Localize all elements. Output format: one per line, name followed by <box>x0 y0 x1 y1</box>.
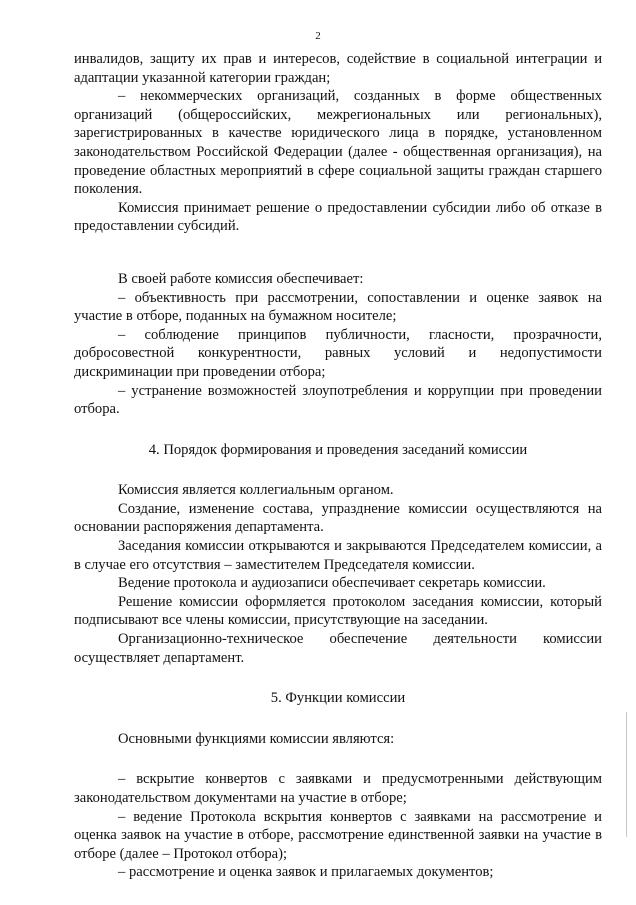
paragraph: Основными функциями комиссии являются: <box>118 730 395 747</box>
paragraph: Решение комиссии оформляется протоколом заседания комиссии, который подписывают все члены комиссии, присутствующие на заседании. <box>74 593 602 629</box>
list-item: – ведение Протокола вскрытия конвертов с заявками на рассмотрение и оценка заявок на участие в отборе, рассмотрение единственной заявки на участие в отборе (далее – Протокол отбора); <box>74 808 602 862</box>
paragraph: Организационно-техническое обеспечение деятельности комиссии осуществляет департамент. <box>74 631 602 666</box>
section-heading: 4. Порядок формирования и проведения заседаний комиссии <box>148 441 528 458</box>
list-item: – некоммерческих организаций, созданных в форме общественных организаций (общероссийских, межрегиональных или региональных), зарегистрированных в качестве юридического лица в порядке, установленном законодательством Российской Федерации (далее - общественная организация), на проведение областных мероприятий в сфере социальной защиты граждан старшего поколения. <box>74 88 602 198</box>
section-heading: 5. Функции комиссии <box>270 690 406 707</box>
list-item: – объективность при рассмотрении, сопоставлении и оценке заявок на участие в отборе, поданных на бумажном носителе; <box>74 289 602 325</box>
list-item: – рассмотрение и оценка заявок и прилагаемых документов; <box>118 864 494 881</box>
paragraph: Ведение протокола и аудиозаписи обеспечивает секретарь комиссии. <box>118 575 546 592</box>
paragraph: Комиссия принимает решение о предоставлении субсидии либо об отказе в предоставлении субсидий. <box>74 199 602 235</box>
page-number: 2 <box>315 30 321 42</box>
paragraph: Комиссия является коллегиальным органом. <box>118 482 394 499</box>
paragraph: Создание, изменение состава, упразднение комиссии осуществляются на основании распоряжения департамента. <box>74 500 602 536</box>
paragraph: В своей работе комиссия обеспечивает: <box>118 270 364 287</box>
list-item: – устранение возможностей злоупотребления и коррупции при проведении отбора. <box>74 382 602 418</box>
list-item: – вскрытие конвертов с заявками и предусмотренными действующим законодательством документами на участие в отборе; <box>74 771 602 806</box>
paragraph: инвалидов, защиту их прав и интересов, содействие в социальной интеграции и адаптации указанной категории граждан; <box>74 51 602 86</box>
scan-edge-line <box>626 712 627 837</box>
list-item: – соблюдение принципов публичности, гласности, прозрачности, добросовестной конкурентности, равных условий и недопустимости дискриминации при проведении отбора; <box>74 326 602 380</box>
paragraph: Заседания комиссии открываются и закрываются Председателем комиссии, а в случае его отсутствия – заместителем Председателя комиссии. <box>74 538 602 573</box>
document-body <box>74 50 602 882</box>
